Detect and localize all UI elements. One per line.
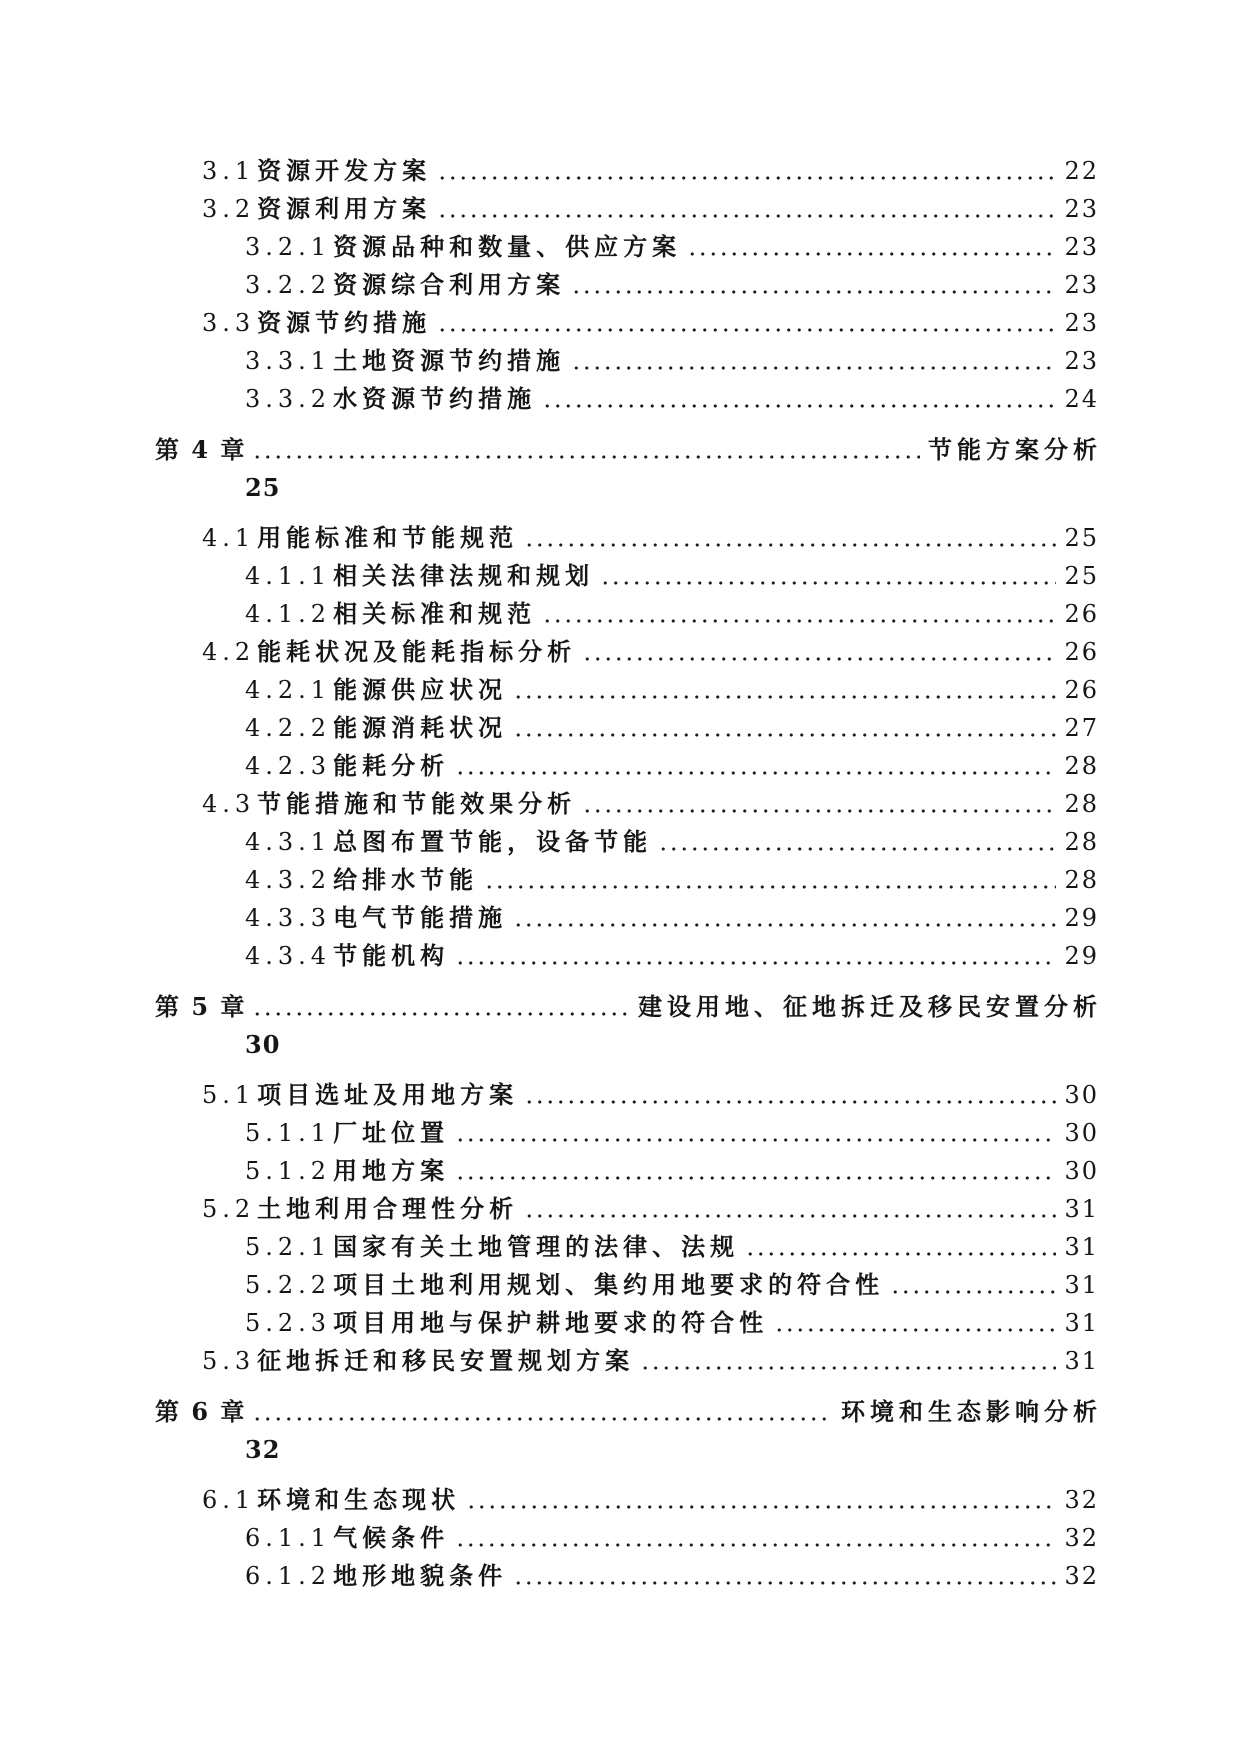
dot-leader [658, 847, 1056, 851]
chapter-title: 建设用地、征地拆迁及移民安置分析 [638, 991, 1102, 1021]
toc-entry-page: 31 [1064, 1347, 1099, 1375]
toc-chapter-page-line [0, 1026, 1097, 1064]
toc-entry-number: 4.2.3 [245, 752, 332, 780]
toc-entry-page: 30 [1064, 1119, 1099, 1147]
toc-entry-number: 4.3 [202, 790, 256, 818]
toc-entry-number: 4.3.3 [245, 904, 332, 932]
toc-entry-number: 6.1.2 [245, 1562, 332, 1590]
toc-chapter-page-line [0, 1431, 1097, 1469]
toc-entry-number: 5.1.1 [245, 1119, 332, 1147]
dot-leader [571, 290, 1056, 294]
toc-entry-number: 4.3.4 [245, 942, 332, 970]
toc-entry-title: 总图布置节能，设备节能 [333, 827, 653, 856]
toc-subentry [0, 228, 1097, 266]
toc-subentry [0, 1304, 1097, 1342]
toc-entry-page: 30 [1064, 1081, 1099, 1109]
toc-entry-page: 23 [1064, 233, 1099, 261]
toc-entry-title: 国家有关土地管理的法律、法规 [333, 1232, 740, 1261]
dot-leader [437, 176, 1056, 180]
toc-chapter-heading [0, 1393, 1102, 1431]
dot-leader [890, 1290, 1056, 1294]
toc-entry-title: 用地方案 [333, 1156, 450, 1185]
toc-entry-title: 相关法律法规和规划 [333, 561, 595, 590]
toc-subentry [0, 1114, 1097, 1152]
toc-subentry [0, 1152, 1097, 1190]
toc-entry-page: 28 [1064, 866, 1099, 894]
toc-entry-number: 4.2.2 [245, 714, 332, 742]
toc-entry-page: 27 [1064, 714, 1099, 742]
toc-entry-title: 资源品种和数量、供应方案 [333, 232, 682, 261]
toc-subentry [0, 1228, 1097, 1266]
toc-entry-number: 4.2.1 [245, 676, 332, 704]
toc-entry-title: 能源供应状况 [333, 675, 508, 704]
dot-leader [513, 1581, 1056, 1585]
toc-entry-title: 能耗分析 [333, 751, 450, 780]
toc-entry [0, 1342, 1097, 1380]
toc-entry-title: 气候条件 [333, 1523, 450, 1552]
toc-entry-number: 5.2.3 [245, 1309, 332, 1337]
dot-leader [513, 923, 1056, 927]
dot-leader [542, 619, 1056, 623]
toc-chapter-heading [0, 988, 1102, 1026]
toc-entry-title: 项目选址及用地方案 [257, 1080, 519, 1109]
toc-subentry [0, 709, 1097, 747]
toc-subentry [0, 1266, 1097, 1304]
dot-leader [745, 1252, 1056, 1256]
dot-leader [455, 961, 1056, 965]
toc-entry-page: 31 [1064, 1271, 1099, 1299]
chapter-label: 第 4 章 [155, 434, 247, 464]
dot-leader [640, 1366, 1056, 1370]
toc-subentry [0, 1557, 1097, 1595]
toc-entry [0, 1076, 1097, 1114]
toc-entry-title: 项目用地与保护耕地要求的符合性 [333, 1308, 769, 1337]
chapter-title: 节能方案分析 [928, 434, 1102, 464]
toc-entry-title: 厂址位置 [333, 1118, 450, 1147]
dot-leader [252, 1417, 833, 1421]
toc-entry-number: 5.2 [202, 1195, 256, 1223]
toc-entry-page: 24 [1064, 385, 1099, 413]
toc-entry-page: 26 [1064, 638, 1099, 666]
dot-leader [774, 1328, 1056, 1332]
toc-entry-number: 3.2.2 [245, 271, 332, 299]
toc-entry-page: 30 [1064, 1157, 1099, 1185]
toc-entry-page: 32 [1064, 1486, 1099, 1514]
toc-entry-title: 给排水节能 [333, 865, 479, 894]
toc-entry-title: 资源利用方案 [257, 194, 432, 223]
toc-entry-number: 4.3.1 [245, 828, 332, 856]
dot-leader [582, 809, 1056, 813]
dot-leader [524, 1100, 1056, 1104]
toc-entry-title: 相关标准和规范 [333, 599, 537, 628]
toc-entry-title: 项目土地利用规划、集约用地要求的符合性 [333, 1270, 885, 1299]
toc-subentry [0, 899, 1097, 937]
toc-subentry [0, 380, 1097, 418]
dot-leader [437, 214, 1056, 218]
toc-subentry [0, 823, 1097, 861]
toc-chapter-heading [0, 431, 1102, 469]
toc-entry-number: 4.2 [202, 638, 256, 666]
toc-entry-page: 32 [1064, 1524, 1099, 1552]
dot-leader [455, 1543, 1056, 1547]
toc-entry-page: 26 [1064, 676, 1099, 704]
toc-entry-page: 31 [1064, 1233, 1099, 1261]
toc-entry-title: 水资源节约措施 [333, 384, 537, 413]
chapter-page: 32 [245, 1434, 281, 1464]
toc-entry-number: 4.1.2 [245, 600, 332, 628]
toc-entry-title: 资源开发方案 [257, 156, 432, 185]
toc-entry-number: 3.2.1 [245, 233, 332, 261]
toc-entry-title: 土地资源节约措施 [333, 346, 566, 375]
chapter-label: 第 5 章 [155, 991, 247, 1021]
toc-entry [0, 190, 1097, 228]
toc-entry-number: 4.1.1 [245, 562, 332, 590]
toc-subentry [0, 595, 1097, 633]
toc-entry-number: 3.3.2 [245, 385, 332, 413]
dot-leader [252, 1012, 630, 1016]
toc-entry-page: 32 [1064, 1562, 1099, 1590]
dot-leader [582, 657, 1056, 661]
toc-entry-page: 23 [1064, 195, 1099, 223]
toc-entry-number: 5.2.1 [245, 1233, 332, 1261]
toc-subentry [0, 266, 1097, 304]
toc-entry-page: 23 [1064, 271, 1099, 299]
toc-entry-page: 25 [1064, 524, 1099, 552]
toc-entry-page: 25 [1064, 562, 1099, 590]
toc-entry-title: 用能标准和节能规范 [257, 523, 519, 552]
table-of-contents [0, 152, 1102, 1595]
toc-entry [0, 519, 1097, 557]
toc-entry-page: 29 [1064, 942, 1099, 970]
dot-leader [513, 733, 1056, 737]
toc-entry-number: 3.3.1 [245, 347, 332, 375]
toc-subentry [0, 861, 1097, 899]
toc-entry [0, 1190, 1097, 1228]
toc-entry-title: 资源节约措施 [257, 308, 432, 337]
toc-entry-number: 5.1 [202, 1081, 256, 1109]
toc-entry-page: 31 [1064, 1309, 1099, 1337]
toc-entry [0, 304, 1097, 342]
toc-entry [0, 152, 1097, 190]
chapter-page: 25 [245, 472, 281, 502]
dot-leader [513, 695, 1056, 699]
toc-entry-page: 29 [1064, 904, 1099, 932]
dot-leader [524, 543, 1056, 547]
dot-leader [600, 581, 1056, 585]
toc-entry-number: 6.1.1 [245, 1524, 332, 1552]
toc-entry-title: 节能措施和节能效果分析 [257, 789, 577, 818]
toc-entry-page: 26 [1064, 600, 1099, 628]
toc-subentry [0, 1519, 1097, 1557]
toc-entry [0, 633, 1097, 671]
toc-entry-number: 6.1 [202, 1486, 256, 1514]
toc-entry-title: 征地拆迁和移民安置规划方案 [257, 1346, 635, 1375]
dot-leader [455, 771, 1056, 775]
dot-leader [484, 885, 1056, 889]
dot-leader [437, 328, 1056, 332]
dot-leader [455, 1176, 1056, 1180]
chapter-page: 30 [245, 1029, 281, 1059]
toc-entry-title: 土地利用合理性分析 [257, 1194, 519, 1223]
dot-leader [524, 1214, 1056, 1218]
toc-entry-number: 3.1 [202, 157, 256, 185]
toc-entry-number: 4.1 [202, 524, 256, 552]
chapter-title: 环境和生态影响分析 [841, 1396, 1102, 1426]
dot-leader [466, 1505, 1056, 1509]
toc-entry-page: 28 [1064, 752, 1099, 780]
toc-entry-title: 电气节能措施 [333, 903, 508, 932]
toc-entry [0, 1481, 1097, 1519]
toc-entry-number: 5.1.2 [245, 1157, 332, 1185]
toc-subentry [0, 937, 1097, 975]
toc-entry-number: 5.2.2 [245, 1271, 332, 1299]
toc-entry-page: 28 [1064, 828, 1099, 856]
toc-entry-title: 资源综合利用方案 [333, 270, 566, 299]
chapter-label: 第 6 章 [155, 1396, 247, 1426]
toc-entry-title: 能耗状况及能耗指标分析 [257, 637, 577, 666]
dot-leader [687, 252, 1056, 256]
toc-entry-page: 31 [1064, 1195, 1099, 1223]
toc-subentry [0, 342, 1097, 380]
dot-leader [252, 455, 920, 459]
dot-leader [542, 404, 1056, 408]
toc-entry-page: 22 [1064, 157, 1099, 185]
toc-entry-title: 环境和生态现状 [257, 1485, 461, 1514]
toc-subentry [0, 747, 1097, 785]
toc-chapter-page-line [0, 469, 1097, 507]
toc-subentry [0, 557, 1097, 595]
toc-subentry [0, 671, 1097, 709]
toc-entry [0, 785, 1097, 823]
toc-entry-page: 23 [1064, 347, 1099, 375]
dot-leader [455, 1138, 1056, 1142]
toc-entry-number: 4.3.2 [245, 866, 332, 894]
toc-entry-title: 地形地貌条件 [333, 1561, 508, 1590]
toc-entry-page: 23 [1064, 309, 1099, 337]
toc-entry-number: 3.2 [202, 195, 256, 223]
toc-entry-number: 5.3 [202, 1347, 256, 1375]
dot-leader [571, 366, 1056, 370]
toc-entry-page: 28 [1064, 790, 1099, 818]
toc-entry-number: 3.3 [202, 309, 256, 337]
toc-entry-title: 节能机构 [333, 941, 450, 970]
toc-entry-title: 能源消耗状况 [333, 713, 508, 742]
